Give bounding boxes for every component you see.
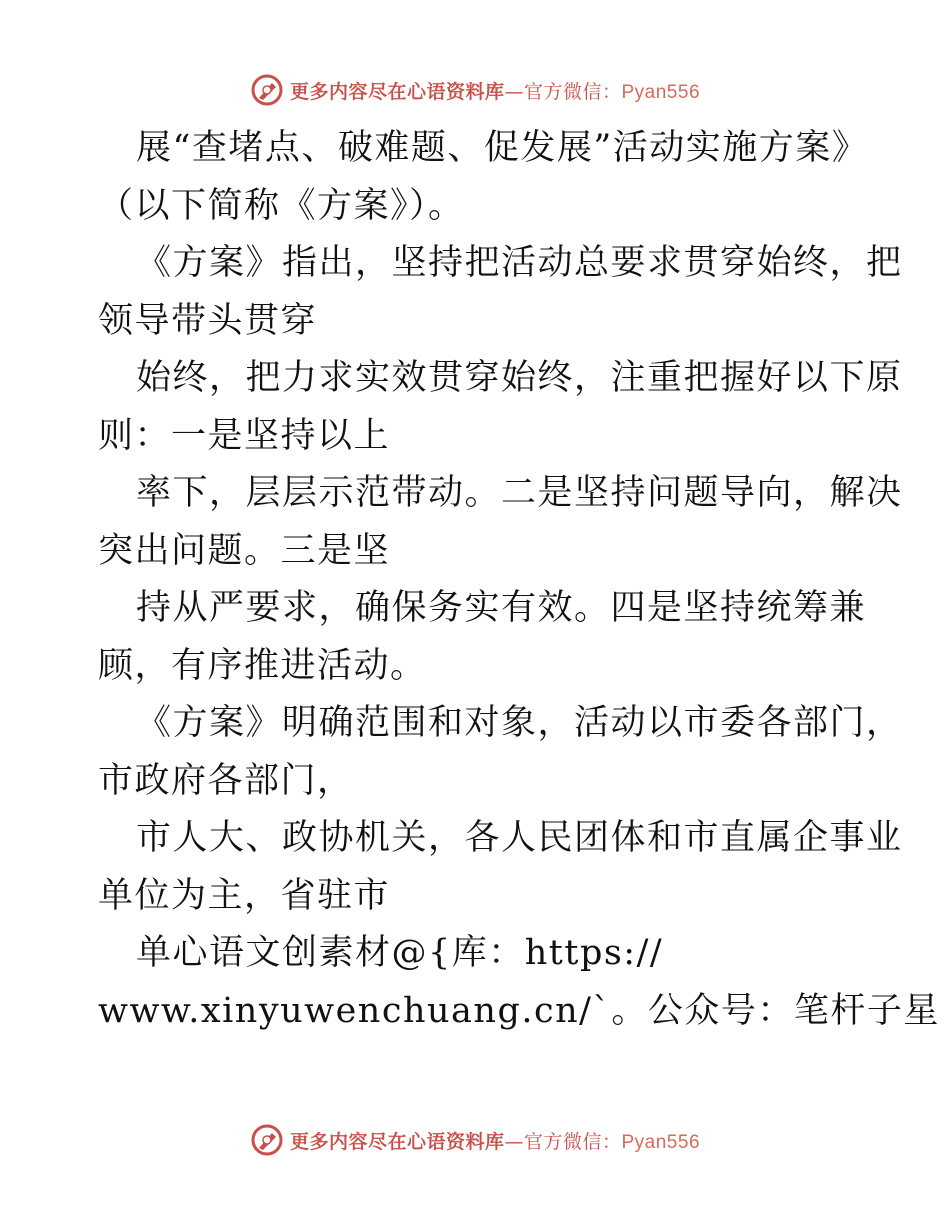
text-line: 则：一是坚持以上	[98, 415, 391, 456]
pen-logo-icon	[250, 1123, 284, 1157]
banner-wechat-label: 官方微信：	[523, 1130, 622, 1153]
banner-brand: 更多内容尽在心语资料库	[289, 1130, 505, 1153]
banner-separator: —	[504, 80, 524, 103]
text-line: 展“查堵点、破难题、促发展”活动实施方案》	[136, 128, 869, 168]
pen-logo-icon	[250, 73, 284, 107]
text-line: 持从严要求，确保务实有效。四是坚持统筹兼	[136, 588, 867, 628]
header-banner	[0, 70, 950, 110]
text-line: 市人大、政协机关，各人民团体和市直属企事业	[136, 818, 903, 858]
text-line: 突出问题。三是坚	[98, 530, 391, 571]
text-line: （以下简称《方案》）。	[98, 185, 465, 226]
text-line: 率下，层层示范带动。二是坚持问题导向，解决	[136, 473, 903, 513]
banner-separator: —	[504, 1130, 524, 1153]
text-line: 顾，有序推进活动。	[98, 645, 427, 686]
text-line: 《方案》指出，坚持把活动总要求贯穿始终，把	[136, 243, 903, 283]
text-line: 市政府各部门，	[98, 760, 354, 801]
document-body	[98, 120, 940, 1040]
banner-wechat-label: 官方微信：	[523, 80, 622, 103]
banner-brand: 更多内容尽在心语资料库	[289, 80, 505, 103]
text-line: 始终，把力求实效贯穿始终，注重把握好以下原	[136, 358, 903, 398]
banner-text	[290, 1127, 700, 1154]
text-line: 《方案》明确范围和对象，活动以市委各部门，	[136, 703, 903, 743]
text-line: www.xinyuwenchuang.cn/`。公众号：笔杆子星	[98, 990, 940, 1031]
footer-banner	[0, 1120, 950, 1160]
banner-wechat-id: Pyan556	[621, 1131, 701, 1153]
text-line: 单心语文创素材@{库：https://	[136, 933, 664, 973]
banner-wechat-id: Pyan556	[621, 81, 701, 103]
banner-text	[290, 77, 700, 104]
text-line: 领导带头贯穿	[98, 300, 318, 341]
text-line: 单位为主，省驻市	[98, 875, 391, 916]
